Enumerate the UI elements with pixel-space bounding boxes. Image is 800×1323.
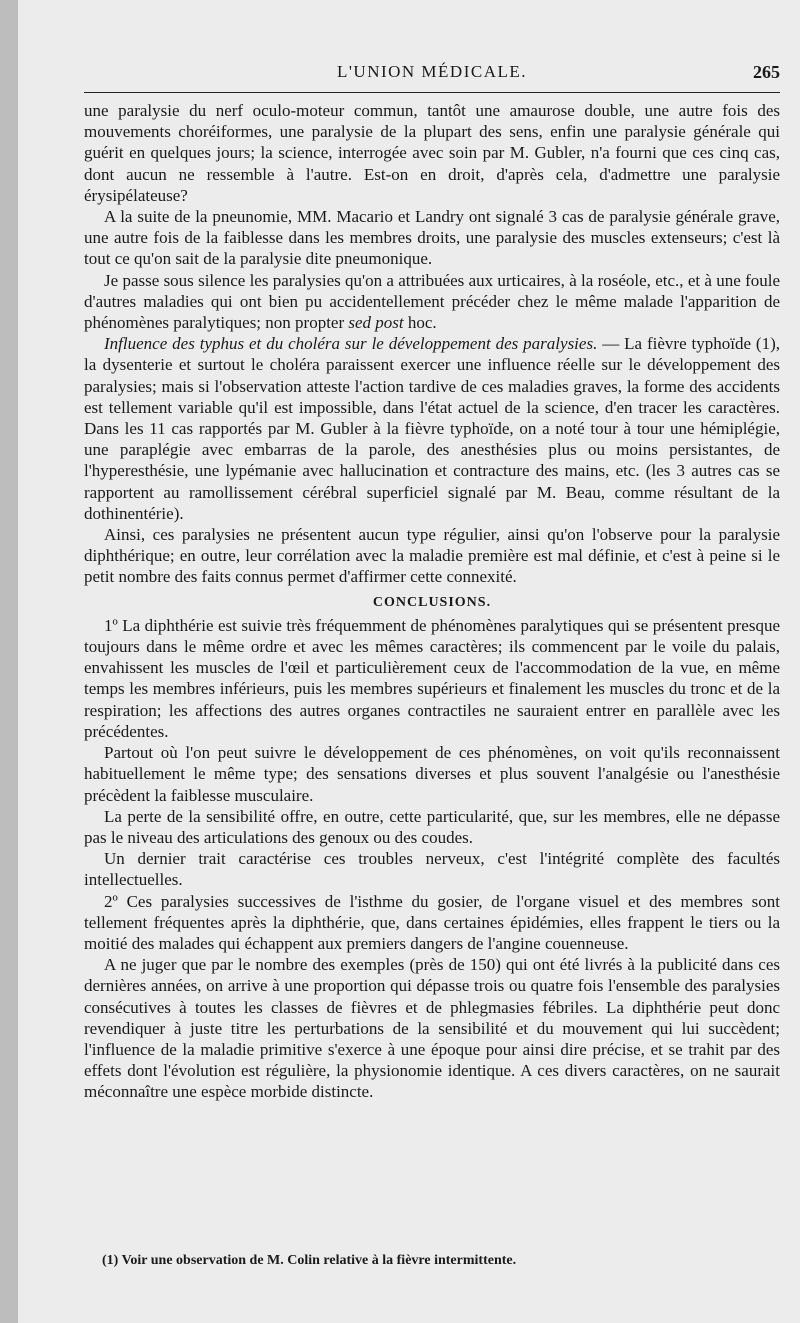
conclusion-2-statistics: A ne juger que par le nombre des exemples (près de 150) qui ont été livrés à la publicité dans ces dernières années, on arrive à une proportion qui dépasse trois ou quatre fois l'ensemble des paralysies consécutives à toutes les classes de fièvres et de phlegmasies fébriles. La diphthérie peut donc revendiquer à juste titre les perturbations de la sensibilité et du mouvement qui lui succèdent; l'influence de la maladie primitive s'exerce à une époque pour ainsi dire précise, et se trahit par des effets dont l'évolution est régulière, la physionomie identique. A ces divers caractères, on ne saurait méconnaître une espèce morbide distincte.: [84, 955, 780, 1102]
paragraph-other-diseases-text: Je passe sous silence les paralysies qu'on a attribuées aux urticaires, à la roséole, etc., et à une foule d'autres maladies qui ont bien pu accidentellement précéder chez le même malade l'apparition de phénomènes paralytiques; non propter: [84, 270, 780, 333]
article-body: [84, 100, 780, 1103]
paragraph-erysipelas: une paralysie du nerf oculo-moteur commun, tantôt une amaurose double, une autre fois des mouvements choréiformes, une paralysie de la plupart des sens, enfin une paralysie générale qui guérit en quelques jours; la science, interrogée avec soin par M. Gubler, n'a fourni que ces cinq cas, dont aucun ne ressemble à l'autre. Est-on en droit, d'après cela, d'admettre une paralysie érysipélateuse?: [84, 101, 780, 205]
paragraph-typhus-text: — La fièvre typhoïde (1), la dysenterie et surtout le choléra paraissent exercer une influence réelle sur le développement des paralysies; mais si l'observation atteste l'action tardive de ces maladies graves, la forme des accidents est tellement variable qu'il est impossible, dans l'état actuel de la science, d'en tracer les caractères. Dans les 11 cas rapportés par M. Gubler à la fièvre typhoïde, on a noté tour à tour une hémiplégie, une paraplégie avec embarras de la parole, des anesthésies plus ou moins persistantes, de l'hyperesthésie, une lypémanie avec hallucination et contracture des mains, etc. (les 3 autres cas se rapportent au ramollissement cérébral superficiel signalé par M. Beau, comme résultant de la dothinentérie).: [84, 334, 780, 523]
conclusion-1-intellect: Un dernier trait caractérise ces troubles nerveux, c'est l'intégrité complète des facultés intellectuelles.: [84, 849, 780, 890]
header-rule: [84, 92, 780, 93]
conclusion-1: 1º La diphthérie est suivie très fréquemment de phénomènes paralytiques qui se présentent presque toujours dans le même ordre et avec les mêmes caractères; ils commencent par le voile du palais, envahissent les muscles de l'œil et particulièrement ceux de l'accommodation de la vue, en même temps les membres inférieurs, puis les membres supérieurs et finalement les muscles du tronc et de la respiration; les affections des autres organes contractiles ne sauraient entrer en parallèle avec les précédentes.: [84, 615, 780, 741]
journal-title: L'UNION MÉDICALE.: [336, 62, 528, 81]
paragraph-other-diseases: [84, 270, 780, 334]
paragraph-other-diseases-end: hoc.: [403, 313, 437, 333]
latin-phrase: sed post: [348, 313, 404, 333]
paragraph-summary: Ainsi, ces paralysies ne présentent aucun type régulier, ainsi qu'on l'observe pour la paralysie diphthérique; en outre, leur corrélation avec la maladie première est mal définie, et c'est à peine si le petit nombre des faits connus permet d'affirmer cette connexité.: [84, 525, 780, 587]
conclusion-1-development: Partout où l'on peut suivre le développement de ces phénomènes, on voit qu'ils reconnaissent habituellement le même type; des sensations diverses et plus souvent l'analgésie ou l'anesthésie précèdent la faiblesse musculaire.: [84, 743, 780, 805]
document-page: [18, 0, 800, 1323]
running-header: [84, 60, 780, 86]
conclusions-heading: CONCLUSIONS.: [372, 594, 492, 610]
paragraph-typhus-cholera: [84, 333, 780, 524]
footnote: (1) Voir une observation de M. Colin relative à la fièvre intermittente.: [102, 1253, 517, 1268]
paragraph-pneumonia: A la suite de la pneunomie, MM. Macario et Landry ont signalé 3 cas de paralysie générale grave, une autre fois de la faiblesse dans les membres droits, une paralysie des muscles extenseurs; c'est là tout ce qu'on sait de la paralysie dite pneumonique.: [84, 207, 780, 269]
conclusion-2: 2º Ces paralysies successives de l'isthme du gosier, de l'organe visuel et des membres sont tellement fréquentes après la diphthérie, que, dans certaines épidémies, elles frappent le tiers ou la moitié des malades qui échappent aux premiers dangers de l'angine couenneuse.: [84, 891, 780, 953]
page-number: 265: [753, 62, 780, 82]
conclusion-1-sensibility: La perte de la sensibilité offre, en outre, cette particularité, que, sur les membres, elle ne dépasse pas le niveau des articulations des genoux ou des coudes.: [84, 806, 780, 847]
section-subtitle: Influence des typhus et du choléra sur le développement des paralysies.: [104, 334, 598, 354]
